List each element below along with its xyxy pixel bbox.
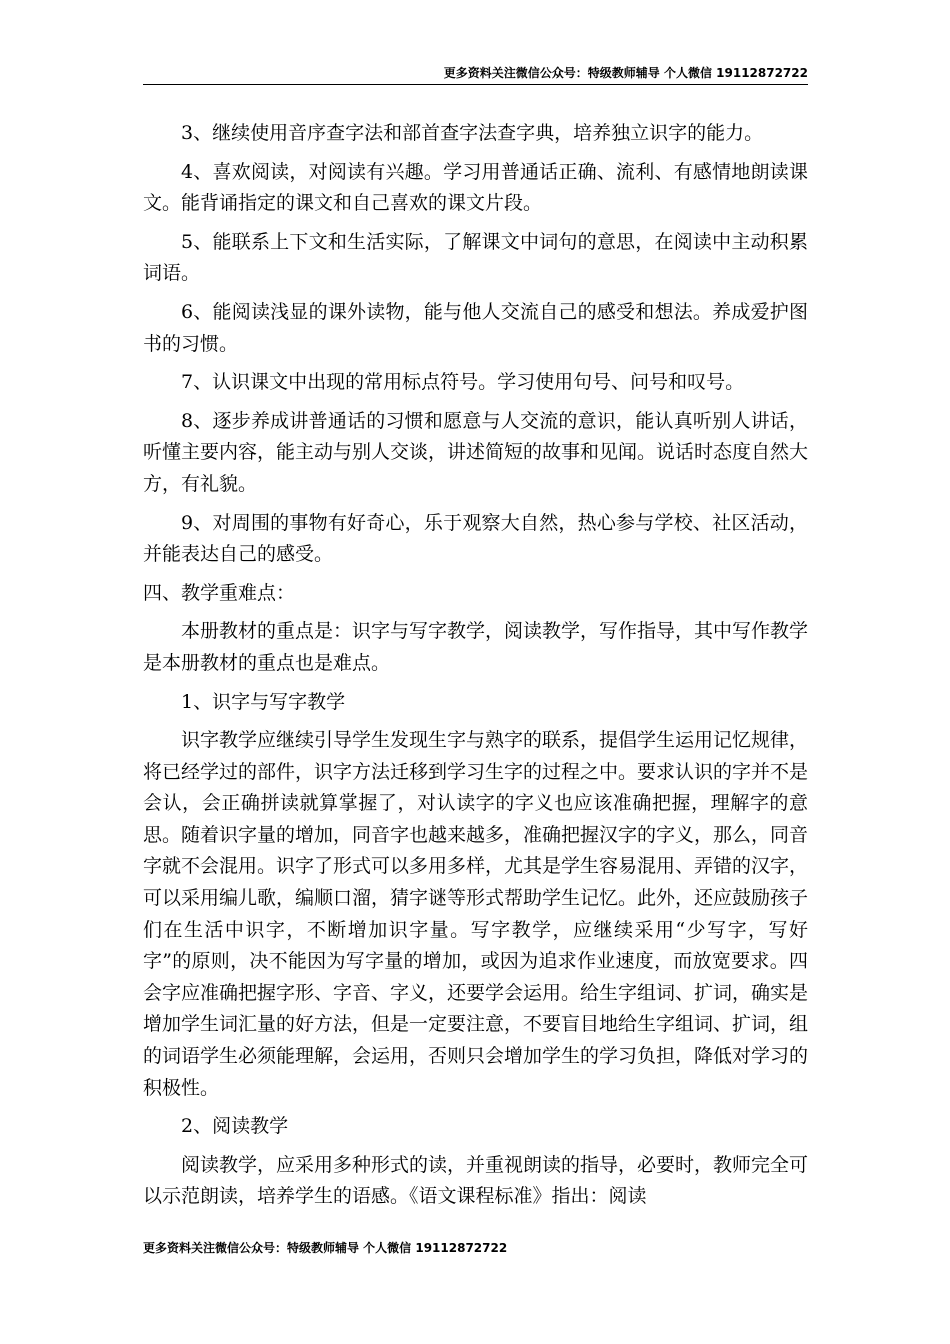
page-footer: 更多资料关注微信公众号：特级教师辅导 个人微信 19112872722 xyxy=(143,1241,508,1255)
paragraph-overview: 本册教材的重点是：识字与写字教学，阅读教学，写作指导，其中写作教学是本册教材的重点也是难点。 xyxy=(143,620,809,674)
paragraph-item-9: 9、对周围的事物有好奇心，乐于观察大自然，热心参与学校、社区活动，并能表达自己的感受。 xyxy=(143,511,808,566)
paragraph-item-8: 8、逐步养成讲普通话的习惯和愿意与人交流的意识，能认真听别人讲话，听懂主要内容，能主动与别人交谈，讲述简短的故事和见闻。说话时态度自然大方，有礼貌。 xyxy=(143,409,809,495)
paragraph-literacy: 识字教学应继续引导学生发现生字与熟字的联系，提倡学生运用记忆规律，将已经学过的部件，识字方法迁移到学习生字的过程之中。要求认识的字并不是会认，会正确拼读就算掌握了，对认读字的字义也应该准确把握，理解字的意思。随着识字量的增加，同音字也越来越多，准确把握汉字的字义，那么，同音字就不会混用。识字了形式可以多用多样，尤其是学生容易混用、弄错的汉字，可以采用编儿歌，编顺口溜，猜字谜等形式帮助学生记忆。此外，还应鼓励孩子们在生活中识字，不断增加识字量。写字教学，应继续采用“少写字，写好字”的原则，决不能因为写字量的增加，或因为追求作业速度，而放宽要求。四会字应准确把握字形、字音、字义，还要学会运用。给生字组词、扩词，确实是增加学生词汇量的好方法，但是一定要注意，不要盲目地给生字组词、扩词，组的词语学生必须能理解，会运用，否则只会增加学生的学习负担，降低对学习的积极性。 xyxy=(143,729,809,1099)
paragraph-item-5: 5、能联系上下文和生活实际，了解课文中词句的意思，在阅读中主动积累词语。 xyxy=(143,230,808,285)
document-body xyxy=(143,118,808,1220)
paragraph-item-6: 6、能阅读浅显的课外读物，能与他人交流自己的感受和想法。养成爱护图书的习惯。 xyxy=(143,300,808,355)
page-header xyxy=(143,60,808,85)
paragraph-item-7: 7、认识课文中出现的常用标点符号。学习使用句号、问号和叹号。 xyxy=(181,371,745,394)
section-heading: 四、教学重难点： xyxy=(143,581,296,604)
subheading-reading: 2、阅读教学 xyxy=(181,1115,289,1138)
paragraph-item-4: 4、喜欢阅读，对阅读有兴趣。学习用普通话正确、流利、有感情地朗读课文。能背诵指定的课文和自己喜欢的课文片段。 xyxy=(143,160,808,215)
paragraph-reading: 阅读教学，应采用多种形式的读，并重视朗读的指导，必要时，教师完全可以示范朗读，培养学生的语感。《语文课程标准》指出：阅读 xyxy=(143,1153,809,1208)
subheading-literacy: 1、识字与写字教学 xyxy=(181,690,346,713)
paragraph-item-3: 3、继续使用音序查字法和部首查字法查字典，培养独立识字的能力。 xyxy=(181,122,764,144)
header-text: 更多资料关注微信公众号：特级教师辅导 个人微信 19112872722 xyxy=(443,66,808,80)
